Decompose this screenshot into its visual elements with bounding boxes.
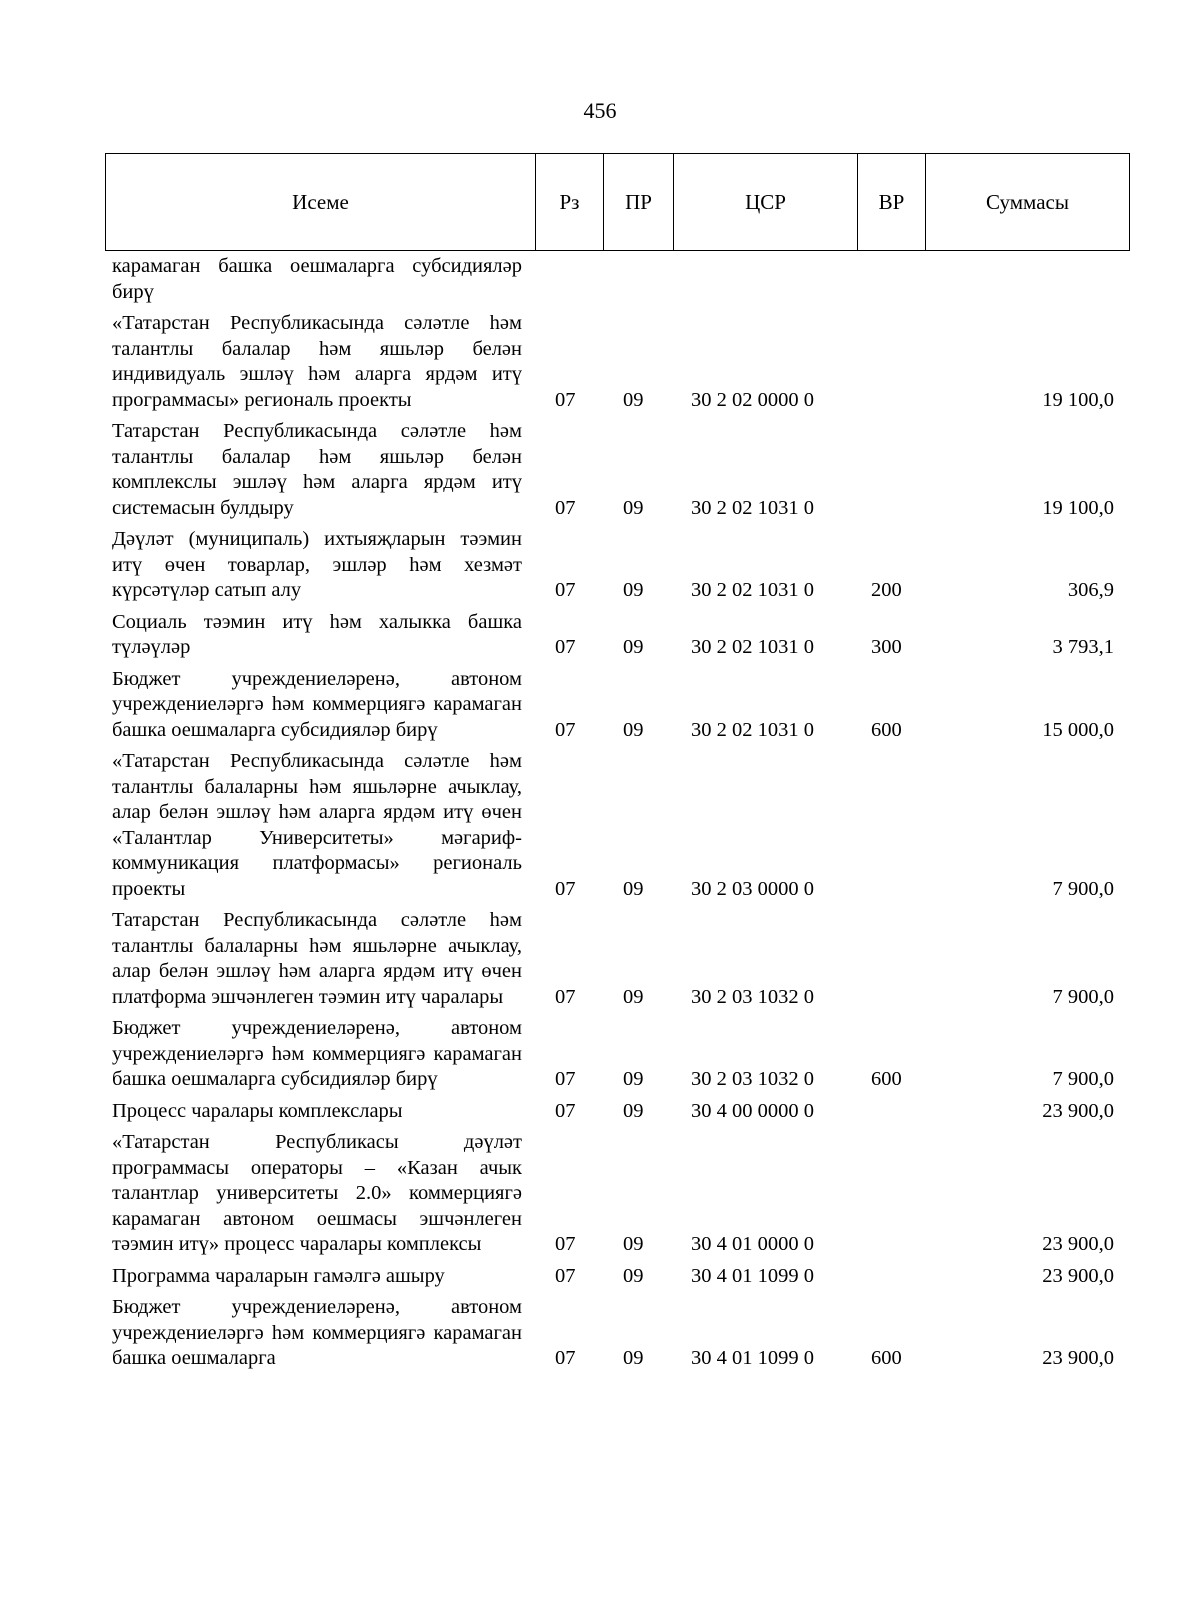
- row-csr: 30 4 01 0000 0: [691, 1233, 814, 1255]
- row-csr: 30 2 03 0000 0: [691, 877, 814, 900]
- row-name: Бюджет учреждениеләренә, автоном учреждениеләргә һәм коммерциягә карамаган башка оешмаларга субсидияләр бирү: [112, 1017, 522, 1090]
- table-body: [0, 254, 1200, 1372]
- row-sum: 23 900,0: [1042, 1233, 1114, 1255]
- row-pr: 09: [623, 877, 644, 900]
- row-name: Татарстан Республикасында сәләтле һәм талантлы балаларны һәм яшьләрне ачыклау, алар белән эшләү һәм аларга ярдәм итү өчен платформа эшчәнлеген тәэмин итү чаралары: [112, 909, 522, 1008]
- row-rz: 07: [555, 579, 576, 601]
- row-sum: 19 100,0: [1042, 388, 1114, 411]
- row-csr: 30 4 00 0000 0: [691, 1099, 814, 1122]
- row-csr: 30 2 02 1031 0: [691, 496, 814, 519]
- table-header: [105, 153, 1130, 251]
- row-rz: 07: [555, 1233, 576, 1255]
- row-rz: 07: [555, 388, 576, 411]
- row-sum: 7 900,0: [1052, 1068, 1114, 1090]
- row-csr: 30 4 01 1099 0: [691, 1264, 814, 1287]
- row-name: Программа чараларын гамәлгә ашыру: [112, 1264, 445, 1287]
- row-rz: 07: [555, 1264, 576, 1287]
- row-vr: 600: [871, 1068, 902, 1090]
- table-row: [0, 419, 1200, 521]
- row-rz: 07: [555, 1347, 576, 1369]
- row-name: Бюджет учреждениеләренә, автоном учреждениеләргә һәм коммерциягә карамаган башка оешмаларга субсидияләр бирү: [112, 667, 522, 741]
- row-name: Бюджет учреждениеләренә, автоном учреждениеләргә һәм коммерциягә карамаган башка оешмаларга: [112, 1296, 522, 1369]
- header-name: Исеме: [106, 154, 536, 250]
- table-row: [0, 1130, 1200, 1258]
- row-name: Дәүләт (муниципаль) ихтыяҗларын тәэмин итү өчен товарлар, эшләр һәм хезмәт күрсәтүләр сатып алу: [112, 528, 522, 601]
- row-rz: 07: [555, 877, 576, 900]
- row-rz: 07: [555, 985, 576, 1008]
- row-sum: 23 900,0: [1042, 1347, 1114, 1369]
- header-pr: ПР: [604, 154, 674, 250]
- table-row: [0, 527, 1200, 604]
- row-csr: 30 2 02 1031 0: [691, 636, 814, 658]
- row-rz: 07: [555, 636, 576, 658]
- table-row: [0, 1264, 1200, 1290]
- table-row: [0, 1099, 1200, 1125]
- row-sum: 7 900,0: [1052, 985, 1114, 1008]
- row-pr: 09: [623, 579, 644, 601]
- table-row: [0, 1295, 1200, 1372]
- row-pr: 09: [623, 1099, 644, 1122]
- row-pr: 09: [623, 388, 644, 411]
- table-row: [0, 1016, 1200, 1093]
- row-pr: 09: [623, 1347, 644, 1369]
- row-pr: 09: [623, 496, 644, 519]
- header-vr: ВР: [858, 154, 926, 250]
- row-sum: 23 900,0: [1042, 1264, 1114, 1287]
- row-name: Социаль тәэмин итү һәм халыкка башка түләүләр: [112, 610, 522, 658]
- header-rz: Рз: [536, 154, 604, 250]
- row-pr: 09: [623, 1233, 644, 1255]
- row-rz: 07: [555, 718, 576, 741]
- row-csr: 30 4 01 1099 0: [691, 1347, 814, 1369]
- row-csr: 30 2 02 0000 0: [691, 388, 814, 411]
- row-name: «Татарстан Республикасында сәләтле һәм талантлы балалар һәм яшьләр белән индивидуаль эшләү һәм аларга ярдәм итү программасы» региональ проекты: [112, 312, 522, 411]
- header-csr: ЦСР: [674, 154, 858, 250]
- row-vr: 200: [871, 579, 902, 601]
- row-csr: 30 2 02 1031 0: [691, 579, 814, 601]
- row-sum: 23 900,0: [1042, 1099, 1114, 1122]
- table-row: [0, 908, 1200, 1010]
- row-sum: 306,9: [1067, 579, 1114, 601]
- table-row: [0, 667, 1200, 744]
- row-csr: 30 2 03 1032 0: [691, 985, 814, 1008]
- row-vr: 600: [871, 718, 902, 741]
- page-number: 456: [583, 98, 617, 123]
- row-rz: 07: [555, 1099, 576, 1122]
- table-row: [0, 610, 1200, 661]
- row-name: «Татарстан Республикасы дәүләт программасы операторы – «Казан ачык талантлар университеты 2.0» коммерциягә карамаган автоном оешмасы эшчәнлеген тәэмин итү» процесс чаралары комплексы: [112, 1131, 522, 1255]
- row-pr: 09: [623, 985, 644, 1008]
- row-sum: 19 100,0: [1042, 496, 1114, 519]
- row-name: карамаган башка оешмаларга субсидияләр бирү: [112, 255, 522, 303]
- table-row: [0, 749, 1200, 902]
- row-name: Татарстан Республикасында сәләтле һәм талантлы балалар һәм яшьләр белән комплекслы эшләү һәм аларга ярдәм итү системасын булдыру: [112, 420, 522, 519]
- row-name: «Татарстан Республикасында сәләтле һәм талантлы балаларны һәм яшьләрне ачыклау, алар белән эшләү һәм аларга ярдәм итү өчен «Талантлар Университеты» мәгариф-коммуникация платформасы» региональ проекты: [112, 750, 522, 900]
- row-name: Процесс чаралары комплекслары: [112, 1099, 403, 1122]
- row-csr: 30 2 02 1031 0: [691, 718, 814, 741]
- row-pr: 09: [623, 718, 644, 741]
- row-rz: 07: [555, 1068, 576, 1090]
- row-rz: 07: [555, 496, 576, 519]
- table-row: [0, 254, 1200, 305]
- table-row: [0, 311, 1200, 413]
- row-pr: 09: [623, 636, 644, 658]
- row-pr: 09: [623, 1264, 644, 1287]
- row-sum: 15 000,0: [1042, 718, 1114, 741]
- row-csr: 30 2 03 1032 0: [691, 1068, 814, 1090]
- row-vr: 600: [871, 1347, 902, 1369]
- row-sum: 7 900,0: [1052, 877, 1114, 900]
- row-vr: 300: [871, 636, 902, 658]
- row-pr: 09: [623, 1068, 644, 1090]
- row-sum: 3 793,1: [1052, 636, 1114, 658]
- header-sum: Суммасы: [986, 189, 1069, 214]
